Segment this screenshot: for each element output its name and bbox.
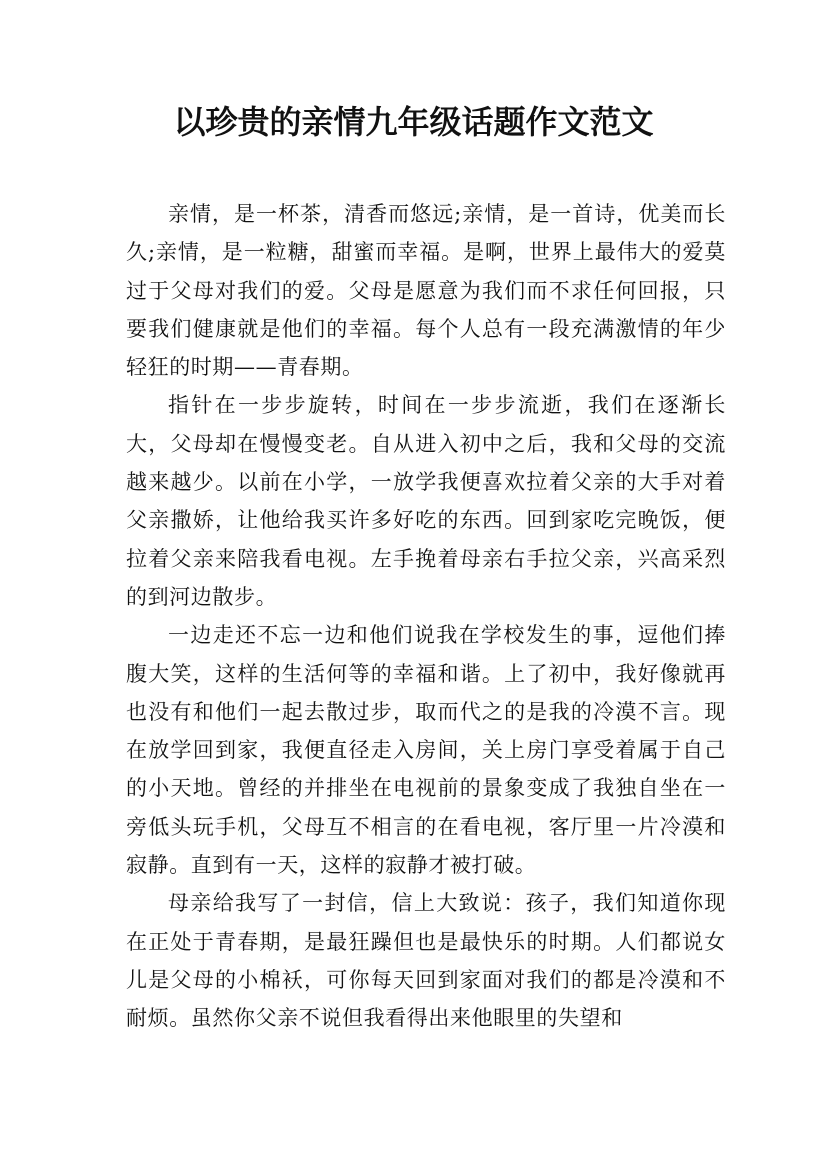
paragraph-4: 母亲给我写了一封信，信上大致说：孩子，我们知道你现在正处于青春期，是最狂躁但也是最快乐的时期。人们都说女儿是父母的小棉袄，可你每天回到家面对我们的都是冷漠和不耐烦。虽然你父亲不说但我看得出来他眼里的失望和	[126, 891, 726, 1031]
paragraph-2: 指针在一步步旋转，时间在一步步流逝，我们在逐渐长大，父母却在慢慢变老。自从进入初中之后，我和父母的交流越来越少。以前在小学，一放学我便喜欢拉着父亲的大手对着父亲撒娇，让他给我买许多好吃的东西。回到家吃完晚饭，便拉着父亲来陪我看电视。左手挽着母亲右手拉父亲，兴高采烈的到河边散步。	[126, 393, 726, 609]
paragraph-1: 亲情，是一杯茶，清香而悠远;亲情，是一首诗，优美而长久;亲情，是一粒糖，甜蜜而幸福。是啊，世界上最伟大的爱莫过于父母对我们的爱。父母是愿意为我们而不求任何回报，只要我们健康就是他们的幸福。每个人总有一段充满激情的年少轻狂的时期——青春期。	[126, 202, 726, 380]
document-title: 以珍贵的亲情九年级话题作文范文	[173, 103, 654, 141]
document-body	[126, 195, 726, 1038]
paragraph-3: 一边走还不忘一边和他们说我在学校发生的事，逗他们捧腹大笑，这样的生活何等的幸福和谐。上了初中，我好像就再也没有和他们一起去散过步，取而代之的是我的冷漠不言。现在放学回到家，我便直径走入房间，关上房门享受着属于自己的小天地。曾经的并排坐在电视前的景象变成了我独自坐在一旁低头玩手机，父母互不相言的在看电视，客厅里一片冷漠和寂静。直到有一天，这样的寂静才被打破。	[126, 623, 726, 878]
